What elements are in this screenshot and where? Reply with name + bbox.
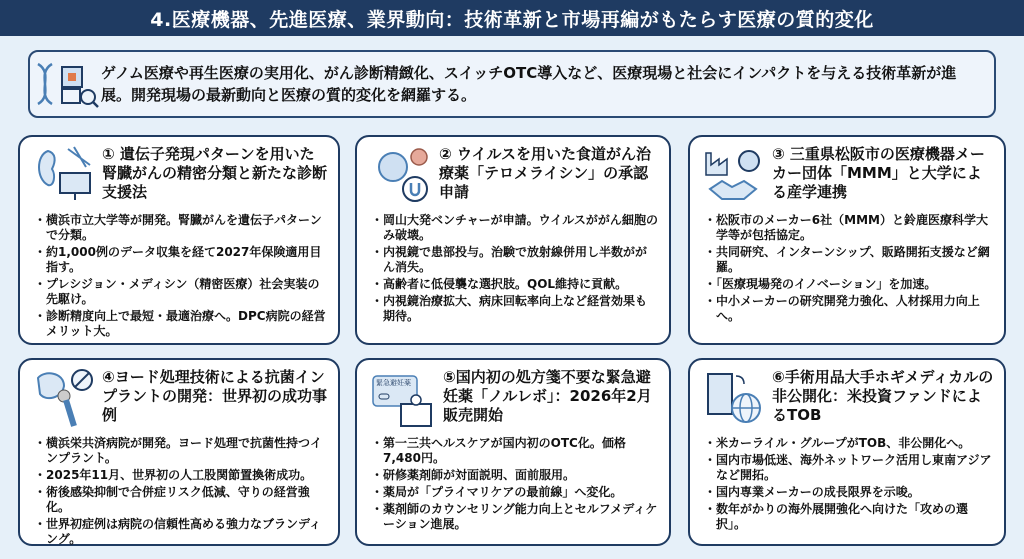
bullet: ・ 内視鏡治療拡大、病床回転率向上など経営効果も期待。 [371,294,659,324]
intro-text: ゲノム医療や再生医療の実用化、がん診断精緻化、スイッチOTC導入など、医療現場と社会にインパクトを与える技術革新が進展。開発現場の最新動向と医療の質的変化を網羅する。 [100,64,957,104]
bullet: ・ 米カーライル・グループがTOB、非公開化へ。 [704,436,994,451]
bullet: ・ 薬局が「プライマリケアの最前線」へ変化。 [371,485,659,500]
bullet: ・ 術後感染抑制で合併症リスク低減、守りの経営強化。 [34,485,328,515]
bullet: ・ 数年がかりの海外展開強化へ向けた「攻めの選択」。 [704,502,994,532]
bullet: ・ 「医療現場発のイノベーション」を加速。 [704,277,994,292]
bullet: ・ 第一三共ヘルスケアが国内初のOTC化。価格7,480円。 [371,436,659,466]
building-globe-icon [704,368,764,428]
bullet: ・ 約1,000例のデータ収集を経て2027年保険適用目指す。 [34,245,328,275]
bullet: ・ 診断精度向上で最短・最適治療へ。DPC病院の経営メリット大。 [34,309,328,339]
bullet: ・ 松阪市のメーカー6社（MMM）と鈴鹿医療科学大学等が包括協定。 [704,213,994,243]
card-title: ① 遺伝子発現パターンを用いた腎臓がんの精密分類と新たな診断支援法 [102,145,328,201]
factory-handshake-icon [704,145,764,205]
topic-card-6 [688,358,1006,546]
bullet: ・ 薬剤師のカウンセリング能力向上とセルフメディケーション進展。 [371,502,659,532]
bullet: ・ 横浜市立大学等が開発。腎臓がんを遺伝子パターンで分類。 [34,213,328,243]
card-title: ② ウイルスを用いた食道がん治療薬「テロメライシン」の承認申請 [439,145,652,201]
page-title [0,0,1024,36]
bullet: ・ 世界初症例は病院の信頼性高める強力なブランディング。 [34,517,328,547]
topic-card-2 [355,135,671,345]
topic-card-3 [688,135,1006,345]
bullet: ・ 横浜栄共済病院が開発。ヨード処理で抗菌性持つインプラント。 [34,436,328,466]
bullet: ・ 中小メーカーの研究開発力強化、人材採用力向上へ。 [704,294,994,324]
bullet: ・ 国内専業メーカーの成長限界を示唆。 [704,485,994,500]
dna-chip-icon [30,59,101,109]
pharmacy-icon [371,368,435,428]
card-title: ⑥手術用品大手ホギメディカルの非公開化：米投資ファンドによるTOB [772,368,994,424]
virus-cell-icon [371,145,431,205]
bullet: ・ 国内市場低迷、海外ネットワーク活用し東南アジアなど開拓。 [704,453,994,483]
bullet: ・ 2025年11月、世界初の人工股関節置換術成功。 [34,468,328,483]
card-title: ④ヨード処理技術による抗菌インプラントの開発：世界初の成功事例 [102,368,328,424]
card-title: ⑤国内初の処方箋不要な緊急避妊薬「ノルレボ」：2026年2月販売開始 [443,368,652,424]
topic-card-4 [18,358,340,546]
kidney-dna-monitor-icon [34,145,94,205]
bullet: ・ プレシジョン・メディシン（精密医療）社会実装の先駆け。 [34,277,328,307]
card-title: ③ 三重県松阪市の医療機器メーカー団体「MMM」と大学による産学連携 [772,145,985,201]
bullet: ・ 内視鏡で患部投与。治験で放射線併用し半数ががん消失。 [371,245,659,275]
intro-box [28,50,996,118]
page-title-text: 4.医療機器、先進医療、業界動向：技術革新と市場再編がもたらす医療の質的変化 [150,8,874,31]
bullet: ・ 研修薬剤師が対面説明、面前服用。 [371,468,659,483]
bullet: ・ 高齢者に低侵襲な選択肢。QOL維持に貢献。 [371,277,659,292]
bullet: ・ 岡山大発ベンチャーが申請。ウイルスががん細胞のみ破壊。 [371,213,659,243]
pharmacy-icon-label: 緊急避妊薬 [376,379,411,387]
hip-implant-icon [34,368,94,428]
topic-card-5 [355,358,671,546]
topic-card-1 [18,135,340,345]
bullet: ・ 共同研究、インターンシップ、販路開拓支援など網羅。 [704,245,994,275]
